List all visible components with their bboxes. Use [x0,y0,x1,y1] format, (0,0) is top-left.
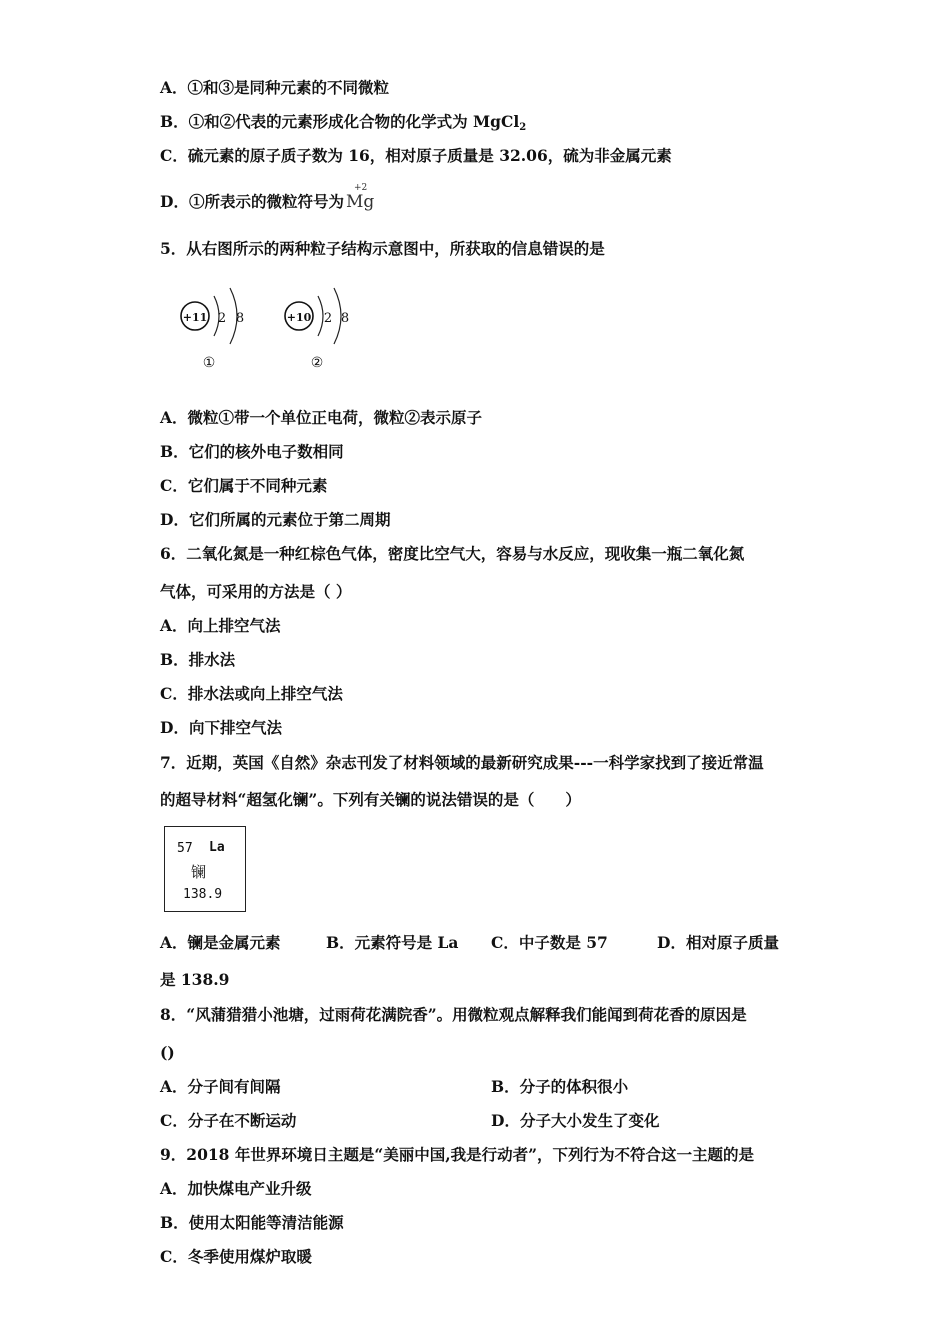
q4-option-c: C．硫元素的原子质子数为 16，相对原子质量是 32.06，硫为非金属元素 [160,146,672,165]
q7-option-d: D．相对原子质量 [657,933,779,952]
q5-option-d: D．它们所属的元素位于第二周期 [160,510,391,529]
q8-option-d: D．分子大小发生了变化 [491,1111,660,1130]
q7-option-b: B．元素符号是 La [326,933,459,952]
particle-1-shell-2-electrons: 8 [235,311,245,326]
element-card-lanthanum [164,826,246,912]
element-atomic-mass: 138.9 [183,887,223,902]
q9-stem: 9．2018 年世界环境日主题是“美丽中国,我是行动者”，下列行为不符合这一主题的是 [160,1145,755,1164]
q8-stem-line-1: 8．“风蒲猎猎小池塘，过雨荷花满院香”。用微粒观点解释我们能闻到荷花香的原因是 [160,1005,747,1024]
q7-stem-line-1: 7．近期，英国《自然》杂志刊发了材料领域的最新研究成果---一科学家找到了接近常温 [160,753,764,772]
q6-stem-line-1: 6．二氧化氮是一种红棕色气体，密度比空气大，容易与水反应，现收集一瓶二氧化氮 [160,544,745,563]
q8-options-row-2 [160,1111,660,1131]
particle-2-shell-1-electrons: 2 [323,311,333,326]
q4-option-d [160,183,375,212]
q5-option-c: C．它们属于不同种元素 [160,476,328,495]
q5-stem: 5．从右图所示的两种粒子结构示意图中，所获取的信息错误的是 [160,239,605,258]
particle-2-label: ② [310,355,324,371]
mg-ion-symbol [345,183,375,212]
particle-structure-diagram [172,280,392,380]
q9-option-b: B．使用太阳能等清洁能源 [160,1213,344,1232]
q8-option-c: C．分子在不断运动 [160,1111,297,1130]
q4-option-d-text: D．①所表示的微粒符号为 [160,192,344,211]
q9-option-a: A．加快煤电产业升级 [160,1179,312,1198]
q7-options-row [160,933,779,953]
q4-option-a: A．①和③是同种元素的不同微粒 [160,78,390,97]
particle-1-diagram [181,288,244,371]
q6-option-b: B．排水法 [160,650,236,669]
q6-option-d: D．向下排空气法 [160,718,282,737]
element-symbol: La [209,840,225,855]
particle-2-shell-arc-1 [318,296,323,336]
particle-1-nucleus-charge: +11 [182,311,208,324]
q7-option-c: C．中子数是 57 [491,933,608,952]
particle-1-shell-1-electrons: 2 [217,311,227,326]
q5-option-a: A．微粒①带一个单位正电荷，微粒②表示原子 [160,408,483,427]
q6-option-c: C．排水法或向上排空气法 [160,684,343,703]
particle-2-shell-2-electrons: 8 [340,311,350,326]
q8-option-b: B．分子的体积很小 [491,1077,629,1096]
q7-option-a: A．镧是金属元素 [160,933,281,952]
q7-stem-line-2: 的超导材料“超氢化镧”。下列有关镧的说法错误的是（ ） [160,790,581,809]
mg-symbol-text: Mg [345,192,375,212]
q5-option-b: B．它们的核外电子数相同 [160,442,344,461]
q8-option-a: A．分子间有间隔 [160,1077,281,1096]
q6-stem-line-2: 气体，可采用的方法是（ ） [160,582,352,601]
q4-option-b-text: B．①和②代表的元素形成化合物的化学式为 MgCl [160,112,520,131]
q8-options-row-1 [160,1077,629,1097]
particle-2-nucleus-charge: +10 [286,311,312,324]
q7-option-d-continued: 是 138.9 [160,970,230,989]
q8-stem-line-2: () [160,1043,175,1062]
mg-charge: +2 [353,183,368,193]
q4-option-b [160,112,526,138]
q6-option-a: A．向上排空气法 [160,616,281,635]
particle-2-diagram [285,288,349,371]
particle-1-label: ① [202,355,216,371]
q4-option-b-subscript: 2 [519,122,527,133]
element-name: 镧 [191,863,207,881]
q9-option-c: C．冬季使用煤炉取暖 [160,1247,312,1266]
element-atomic-number: 57 [177,841,193,856]
